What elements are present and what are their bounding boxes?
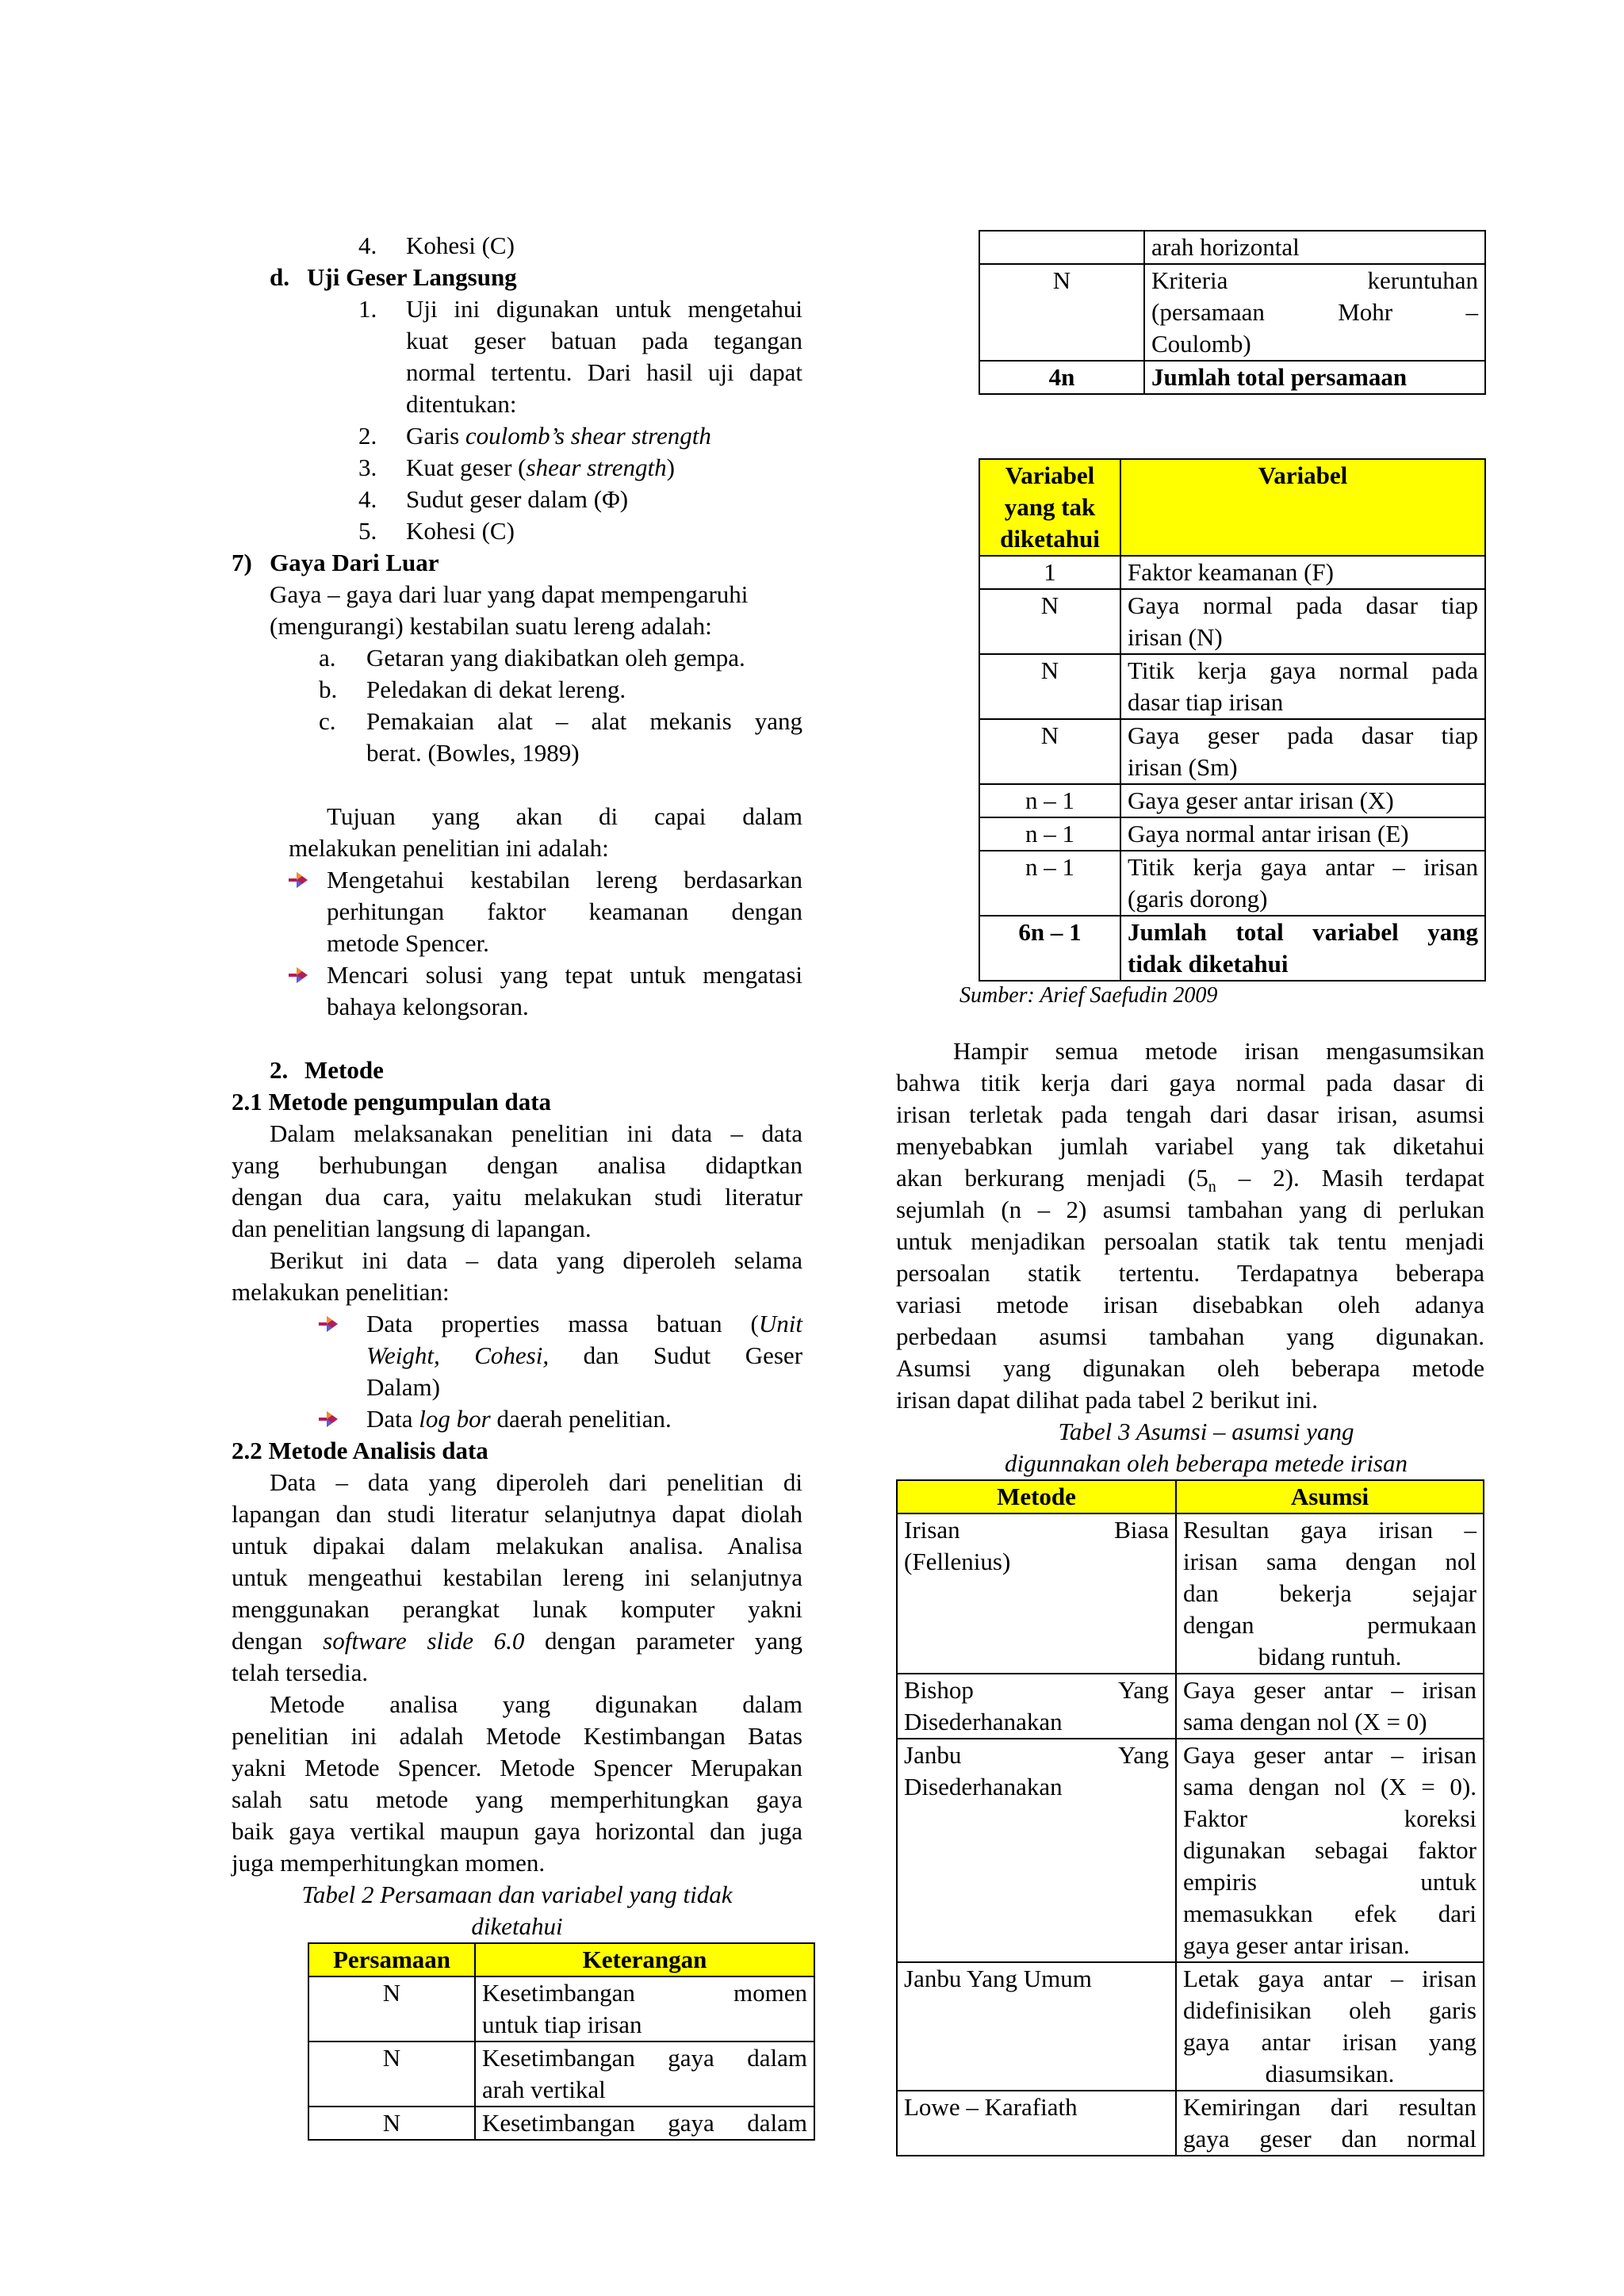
item-number: 4. xyxy=(358,232,377,259)
list-item: Mencari solusi yang tepat untuk mengatasi bahaya kelongsoran. xyxy=(232,959,802,1023)
table-row: N Kesetimbangan momen untuk tiap irisan xyxy=(308,1976,814,2042)
table-row: Janbu Yang Umum Letak gaya antar – irisan didefinisikan oleh garis gaya antar irisan yang diasumsikan. xyxy=(897,1962,1484,2091)
section-heading: 7) Gaya Dari Luar xyxy=(232,549,439,576)
arrow-bullet-icon xyxy=(319,1314,339,1334)
right-column xyxy=(896,230,1484,2156)
list-item xyxy=(232,230,802,262)
table-row: N Kriteria keruntuhan (persamaan Mohr – Coulomb) xyxy=(979,264,1485,361)
arrow-bullet-icon xyxy=(319,1410,339,1429)
paragraph: Gaya – gaya dari luar yang dapat mempengaruhi (mengurangi) kestabilan suatu lereng adalah: xyxy=(270,580,749,640)
list-item: 3. Kuat geser (shear strength) xyxy=(358,453,675,481)
table-row: n – 1 Titik kerja gaya antar – irisan (garis dorong) xyxy=(979,851,1485,916)
left-column xyxy=(232,230,807,2141)
table-header-row: Persamaan Keterangan xyxy=(308,1943,814,1976)
table-row: N Titik kerja gaya normal pada dasar tiap irisan xyxy=(979,654,1485,719)
list-item: 5. Kohesi (C) xyxy=(358,517,515,545)
table-row: N Gaya normal pada dasar tiap irisan (N) xyxy=(979,589,1485,654)
paragraph: Hampir semua metode irisan mengasumsikan bahwa titik kerja dari gaya normal pada dasar di irisan terletak pada tengah dari dasar irisan, asumsi menyebabkan jumlah variabel yang tak diketahui akan berkurang menjadi $(5_n - 2)$. Masih terdapat sejumlah (n – 2) asumsi tambahan yang di perlukan untuk menjadikan persoalan statik tak tentu menjadi persoalan statik tertentu. Terdapatnya beberapa variasi metode irisan disebabkan oleh adanya perbedaan asumsi tambahan yang digunakan. Asumsi yang digunakan oleh beberapa metode irisan dapat dilihat pada tabel 2 berikut ini. xyxy=(896,1037,1484,1414)
table-persamaan xyxy=(308,1942,815,2141)
table-asumsi xyxy=(896,1479,1484,2156)
list-item: Data properties massa batuan (Unit Weight, Cohesi, dan Sudut Geser Dalam) xyxy=(232,1308,802,1403)
paragraph: Tujuan yang akan di capai dalam melakukan penelitian ini adalah: xyxy=(289,802,802,862)
table-row: Bishop Yang Disederhanakan Gaya geser antar – irisan sama dengan nol (X = 0) xyxy=(897,1674,1484,1739)
table-source: Sumber: Arief Saefudin 2009 xyxy=(959,983,1218,1008)
table-caption: Tabel 2 Persamaan dan variabel yang tidak diketahui xyxy=(301,1881,733,1940)
table-row: N Kesetimbangan gaya dalam xyxy=(308,2107,814,2140)
list-item: 4. Sudut geser dalam (Φ) xyxy=(358,485,629,513)
list-item: Mengetahui kestabilan lereng berdasarkan perhitungan faktor keamanan dengan metode Spencer. xyxy=(232,864,802,959)
table-total-row: 4n Jumlah total persamaan xyxy=(979,361,1485,394)
table-row: N Kesetimbangan gaya dalam arah vertikal xyxy=(308,2042,814,2107)
table-variabel xyxy=(979,458,1486,982)
item-text: Kohesi (C) xyxy=(406,232,515,259)
subsection-heading: 2.2 Metode Analisis data xyxy=(232,1437,488,1464)
paragraph: Data – data yang diperoleh dari penelitian di lapangan dan studi literatur selanjutnya dapat diolah untuk dipakai dalam melakukan analisa. Analisa untuk mengeathui kestabilan lereng ini selanjutnya menggunakan perangkat lunak komputer yakni dengan software slide 6.0 dengan parameter yang telah tersedia. Metode analisa yang digunakan dalam penelitian ini adalah Metode Kestimbangan Batas yakni Metode Spencer. Metode Spencer Merupakan salah satu metode yang memperhitungkan gaya baik gaya vertikal maupun gaya horizontal dan juga juga memperhitungkan momen. xyxy=(232,1468,802,1877)
list-item: c. Pemakaian alat – alat mekanis yang berat. (Bowles, 1989) xyxy=(319,707,802,767)
arrow-bullet-icon xyxy=(289,966,309,985)
table-row: Irisan Biasa (Fellenius) Resultan gaya irisan – irisan sama dengan nol dan bekerja sejajar dengan permukaan bidang runtuh. xyxy=(897,1513,1484,1674)
table-caption: Tabel 3 Asumsi – asumsi yang digunnakan oleh beberapa metede irisan xyxy=(1005,1418,1408,1477)
table-row: n – 1 Gaya geser antar irisan (X) xyxy=(979,784,1485,817)
table-row: Lowe – Karafiath Kemiringan dari resultan gaya geser dan normal xyxy=(897,2091,1484,2156)
table-header-row: Metode Asumsi xyxy=(897,1480,1484,1513)
table-persamaan-continued xyxy=(979,230,1486,395)
list-item: b. Peledakan di dekat lereng. xyxy=(319,675,626,703)
table-total-row: 6n – 1 Jumlah total variabel yang tidak diketahui xyxy=(979,916,1485,981)
paragraph: Dalam melaksanakan penelitian ini data – data yang berhubungan dengan analisa didaptkan dengan dua cara, yaitu melakukan studi literatur dan penelitian langsung di lapangan. Berikut ini data – data yang diperoleh selama melakukan penelitian: xyxy=(232,1119,802,1306)
arrow-bullet-icon xyxy=(289,871,309,890)
list-item: a. Getaran yang diakibatkan oleh gempa. xyxy=(319,644,745,672)
subsection-heading: 2.1 Metode pengumpulan data xyxy=(232,1088,552,1115)
table-row: arah horizontal xyxy=(979,231,1485,264)
list-item: Data log bor daerah penelitian. xyxy=(232,1403,802,1435)
section-heading: d. Uji Geser Langsung xyxy=(270,263,517,291)
table-row: N Gaya geser pada dasar tiap irisan (Sm) xyxy=(979,719,1485,784)
table-header-row: Variabel yang tak diketahui Variabel xyxy=(979,459,1485,556)
list-item: 2. Garis coulomb’s shear strength xyxy=(358,422,711,450)
table-row: Janbu Yang Disederhanakan Gaya geser antar – irisan sama dengan nol (X = 0). Faktor koreksi digunakan sebagai faktor empiris untuk memasukkan efek dari gaya geser antar irisan. xyxy=(897,1739,1484,1962)
table-row: 1 Faktor keamanan (F) xyxy=(979,556,1485,589)
section-heading: 2. Metode xyxy=(270,1056,384,1084)
table-row: n – 1 Gaya normal antar irisan (E) xyxy=(979,817,1485,851)
list-item: 1. Uji ini digunakan untuk mengetahui kuat geser batuan pada tegangan normal tertentu. Dari hasil uji dapat ditentukan: xyxy=(358,295,802,418)
